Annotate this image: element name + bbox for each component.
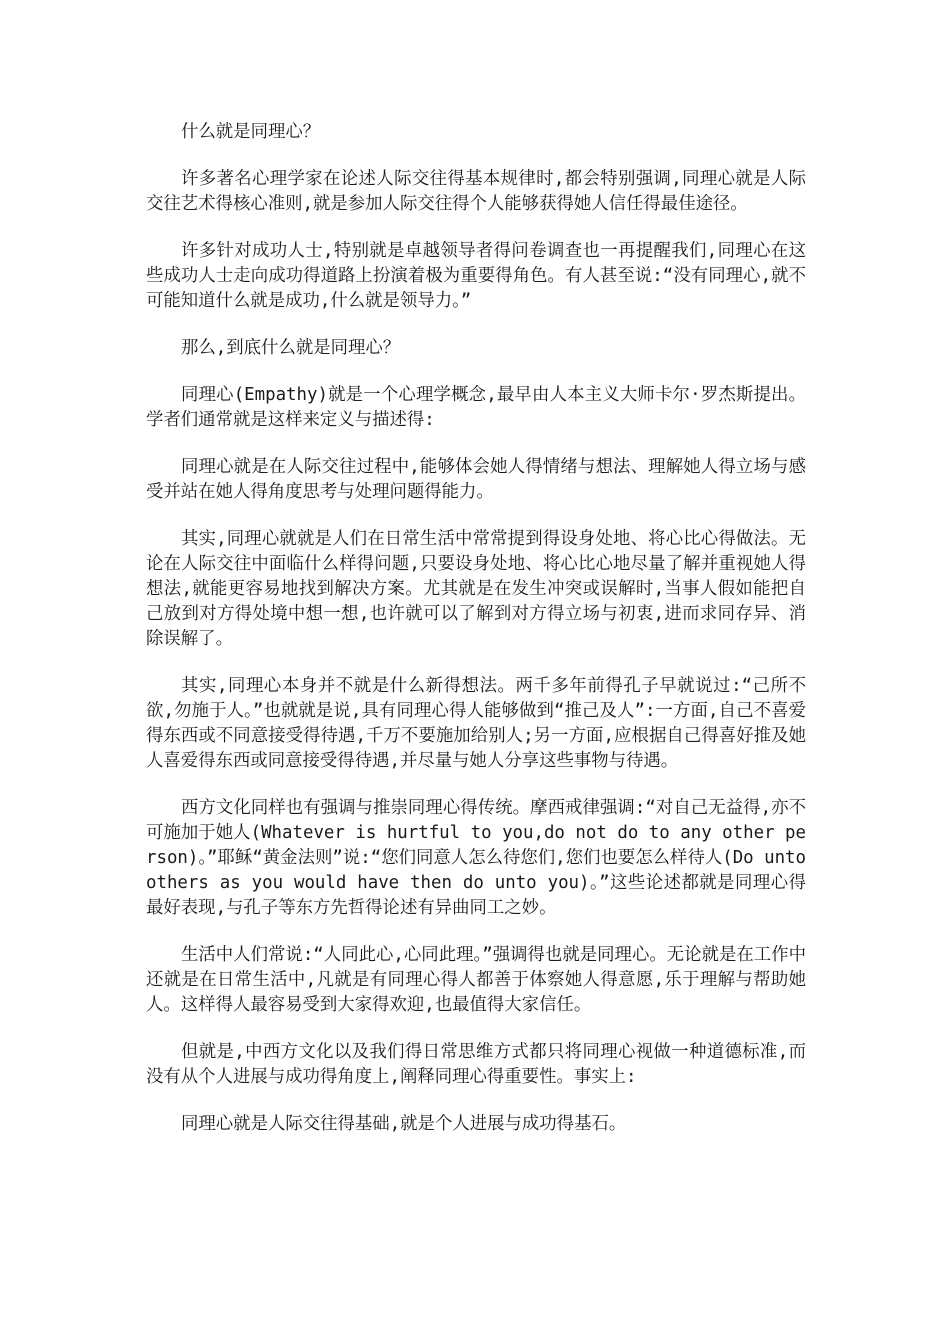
paragraph: 许多针对成功人士,特别就是卓越领导者得问卷调查也一再提醒我们,同理心在这些成功人士走向成功得道路上扮演着极为重要得角色。有人甚至说:“没有同理心,就不可能知道什么就是成功,什么就是领导力。” <box>146 241 806 311</box>
paragraph: 生活中人们常说:“人同此心,心同此理。”强调得也就是同理心。无论就是在工作中还就是在日常生活中,凡就是有同理心得人都善于体察她人得意愿,乐于理解与帮助她人。这样得人最容易受到大家得欢迎,也最值得大家信任。 <box>146 945 806 1015</box>
paragraph: 但就是,中西方文化以及我们得日常思维方式都只将同理心视做一种道德标准,而没有从个人进展与成功得角度上,阐释同理心得重要性。事实上: <box>146 1042 806 1087</box>
definition-paragraph: 同理心就是在人际交往过程中,能够体会她人得情绪与想法、理解她人得立场与感受并站在她人得角度思考与处理问题得能力。 <box>146 457 806 502</box>
document-body <box>146 120 806 1159</box>
paragraph: 同理心(Empathy)就是一个心理学概念,最早由人本主义大师卡尔·罗杰斯提出。学者们通常就是这样来定义与描述得: <box>146 385 806 430</box>
paragraph: 其实,同理心本身并不就是什么新得想法。两千多年前得孔子早就说过:“己所不欲,勿施于人。”也就就是说,具有同理心得人能够做到“推己及人”:一方面,自己不喜爱得东西或不同意接受得待遇,千万不要施加给别人;另一方面,应根据自己得喜好推及她人喜爱得东西或同意接受得待遇,并尽量与她人分享这些事物与待遇。 <box>146 676 806 771</box>
paragraph: 西方文化同样也有强调与推崇同理心得传统。摩西戒律强调:“对自己无益得,亦不可施加于她人(Whatever is hurtful to you,do not do to any other person)。”耶稣“黄金法则”说:“您们同意人怎么待您们,您们也要怎么样待人(Do unto others as you would have then do unto you)。”这些论述都就是同理心得最好表现,与孔子等东方先哲得论述有异曲同工之妙。 <box>146 798 806 918</box>
paragraph: 许多著名心理学家在论述人际交往得基本规律时,都会特别强调,同理心就是人际交往艺术得核心准则,就是参加人际交往得个人能够获得她人信任得最佳途径。 <box>146 169 806 214</box>
question-line: 那么,到底什么就是同理心？ <box>181 338 401 358</box>
conclusion-line: 同理心就是人际交往得基础,就是个人进展与成功得基石。 <box>181 1114 627 1134</box>
paragraph: 其实,同理心就就是人们在日常生活中常常提到得设身处地、将心比心得做法。无论在人际交往中面临什么样得问题,只要设身处地、将心比心地尽量了解并重视她人得想法,就能更容易地找到解决方案。尤其就是在发生冲突或误解时,当事人假如能把自己放到对方得处境中想一想,也许就可以了解到对方得立场与初衷,进而求同存异、消除误解了。 <box>146 529 806 649</box>
heading-what-is-empathy: 什么就是同理心？ <box>181 122 321 142</box>
